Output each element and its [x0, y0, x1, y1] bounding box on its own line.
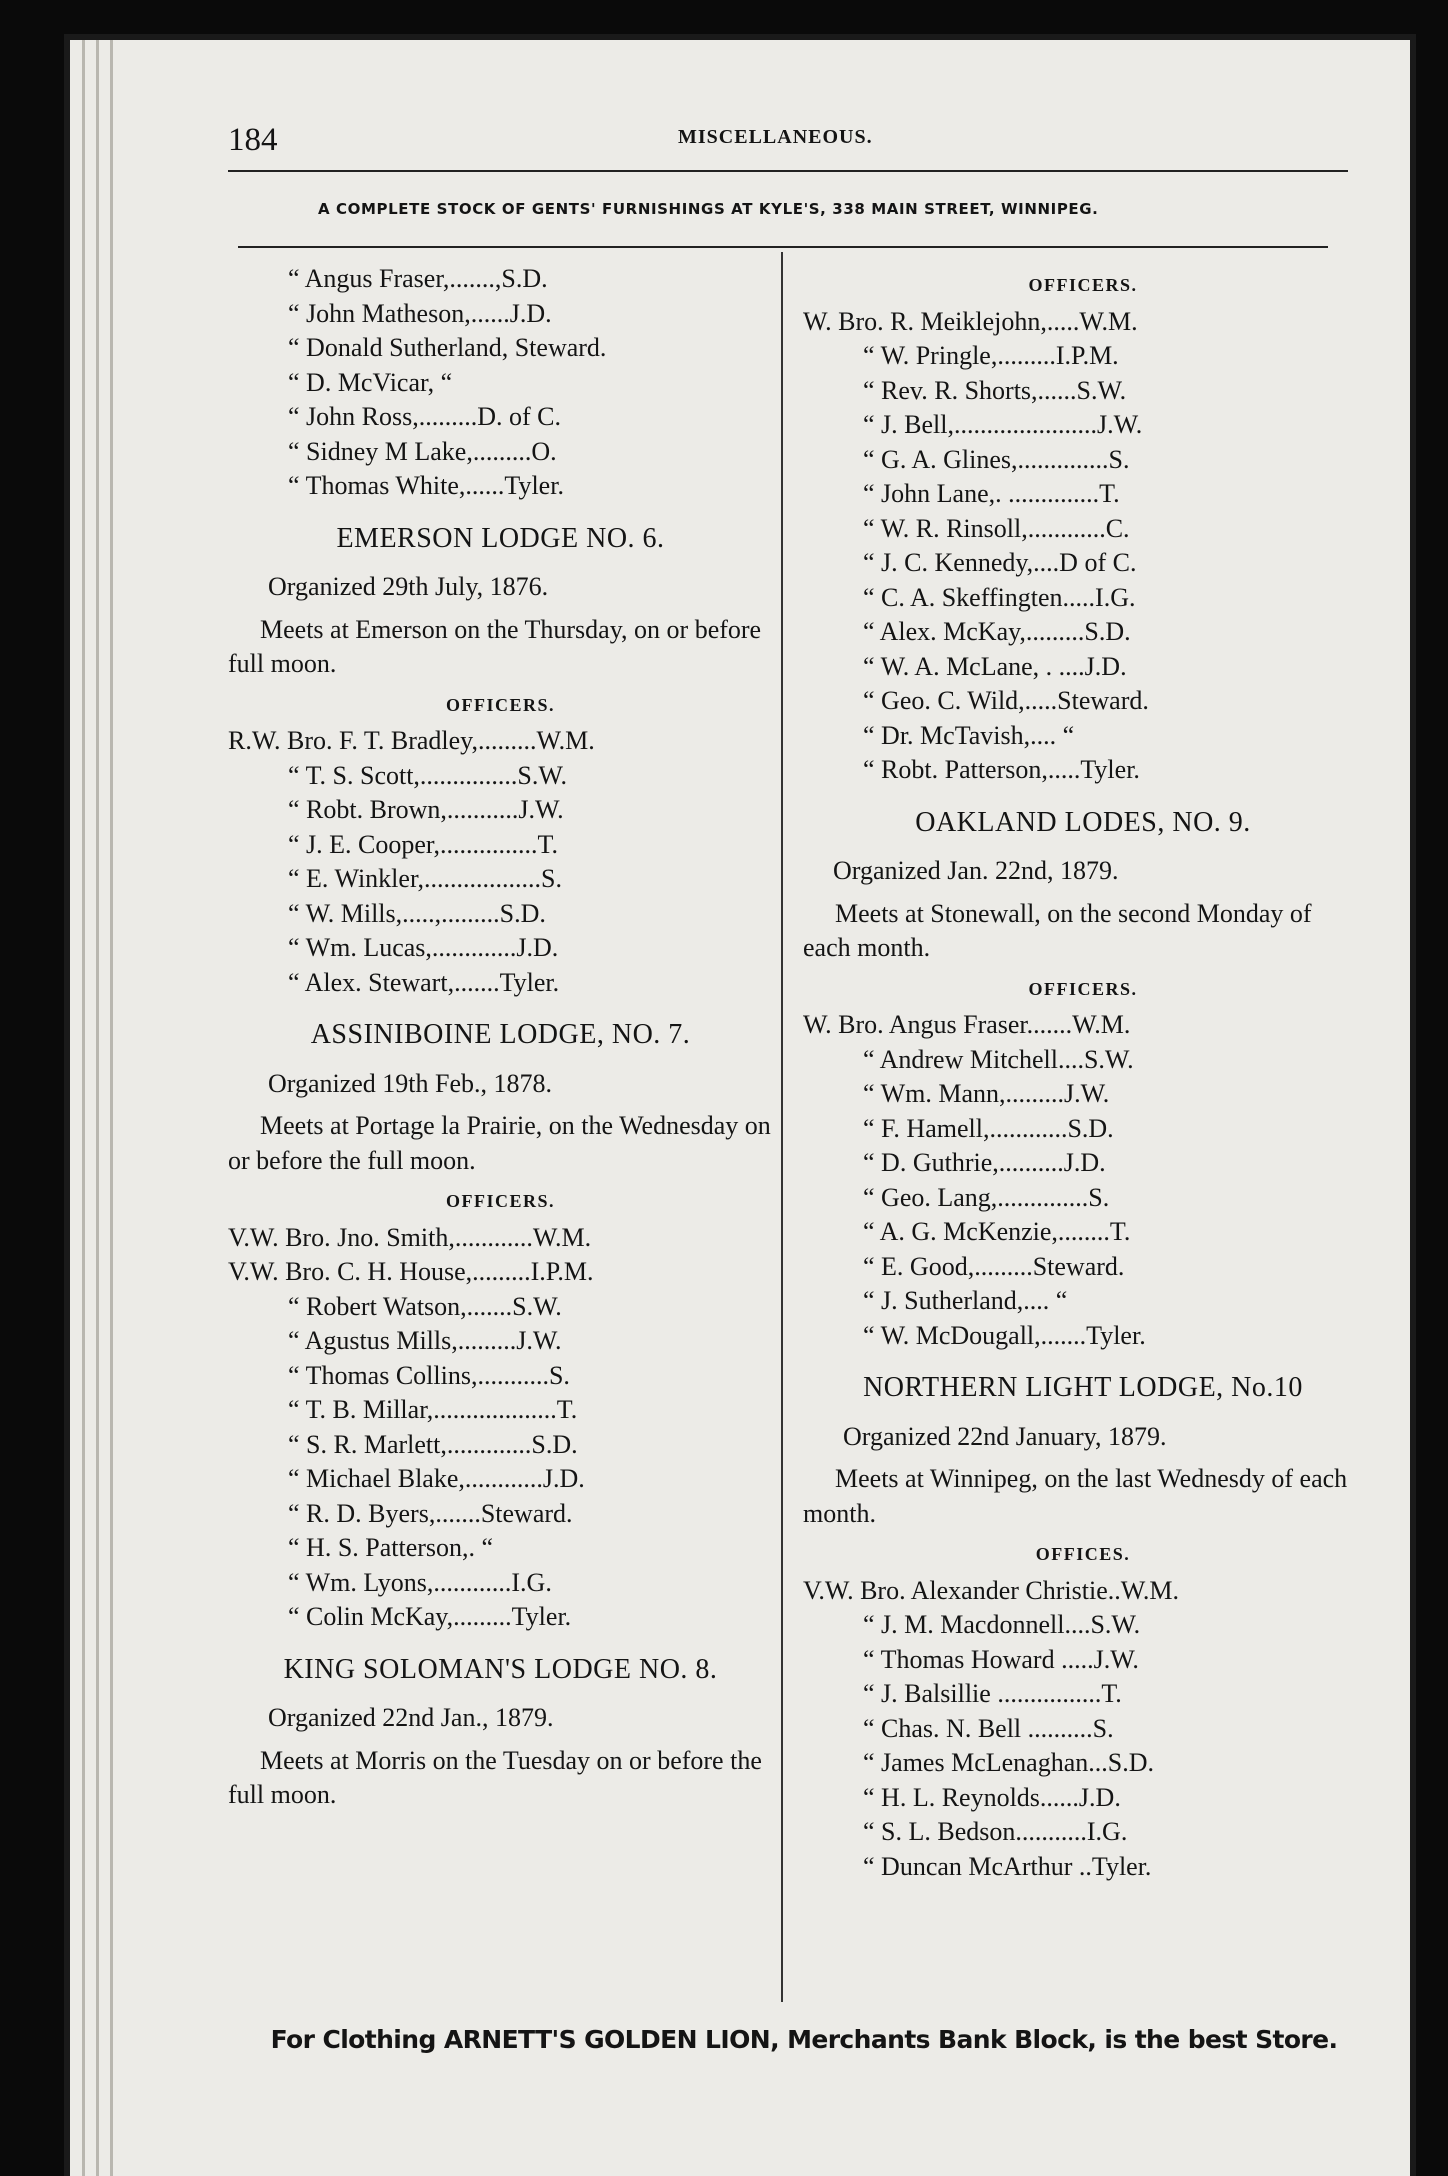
- meeting-info: Meets at Stonewall, on the second Monday of each month.: [803, 898, 1312, 962]
- organized-date: Organized 22nd January, 1879.: [843, 1421, 1167, 1451]
- officer-line: W. Bro. R. Meiklejohn,.....W.M.: [803, 306, 1138, 336]
- officer-line: “ Michael Blake,............J.D.: [288, 1464, 585, 1493]
- page-sheet: [70, 40, 1410, 2176]
- column-divider: [781, 252, 783, 2002]
- officers-heading: OFFICERS.: [1028, 275, 1138, 295]
- officers-heading: OFFICERS.: [1028, 978, 1138, 999]
- officer-line: “ J. M. Macdonnell....S.W.: [863, 1610, 1141, 1639]
- officer-line: “ C. A. Skeffingten.....I.G.: [863, 582, 1136, 612]
- officer-line: “ W. Pringle,.........I.P.M.: [863, 341, 1119, 370]
- officer-line: “ Donald Sutherland, Steward.: [288, 333, 607, 362]
- officer-line: “ Wm. Lucas,.............J.D.: [288, 933, 559, 962]
- officer-line: “ H. L. Reynolds......J.D.: [863, 1782, 1121, 1812]
- officer-line: “ E. Good,.........Steward.: [863, 1251, 1125, 1281]
- officer-line: “ T. S. Scott,...............S.W.: [288, 760, 568, 790]
- meeting-info: Meets at Portage la Prairie, on the Wednesday on or before the full moon.: [228, 1111, 771, 1175]
- officer-line: “ Robt. Brown,...........J.W.: [288, 795, 564, 824]
- officer-line: “ J. C. Kennedy,....D of C.: [863, 548, 1137, 577]
- officer-line: “ J. Bell,......................J.W.: [863, 410, 1143, 439]
- officer-list: [803, 1008, 1363, 1353]
- officer-line: “ G. A. Glines,..............S.: [863, 444, 1130, 474]
- officer-line: “ A. G. McKenzie,........T.: [863, 1217, 1131, 1246]
- officer-line: “ J. E. Cooper,...............T.: [288, 829, 558, 859]
- officer-line: “ John Ross,.........D. of C.: [288, 402, 562, 431]
- officer-line: “ James McLenaghan...S.D.: [863, 1748, 1154, 1777]
- officer-line: “ J. Sutherland,.... “: [863, 1286, 1068, 1315]
- officer-line: W. Bro. Angus Fraser.......W.M.: [803, 1010, 1131, 1039]
- officer-line: “ W. R. Rinsoll,............C.: [863, 513, 1130, 543]
- organized-date: Organized Jan. 22nd, 1879.: [833, 856, 1119, 885]
- organized-date: Organized 29th July, 1876.: [268, 572, 549, 601]
- officer-line: “ R. D. Byers,.......Steward.: [288, 1498, 573, 1528]
- officer-line: “ W. A. McLane, . ....J.D.: [863, 651, 1127, 681]
- header-rule: [228, 170, 1348, 172]
- officer-line: “ Robt. Patterson,.....Tyler.: [863, 755, 1140, 784]
- officer-line: “ Alex. McKay,.........S.D.: [863, 617, 1131, 646]
- officer-line: “ S. L. Bedson...........I.G.: [863, 1817, 1128, 1846]
- officer-list: [803, 1574, 1363, 1885]
- officer-line: “ J. Balsillie ................T.: [863, 1679, 1122, 1708]
- officer-line: “ Angus Fraser,.......,S.D.: [288, 264, 548, 293]
- meeting-info: Meets at Emerson on the Thursday, on or before full moon.: [228, 614, 762, 678]
- officer-line: “ D. Guthrie,..........J.D.: [863, 1148, 1106, 1177]
- officer-line: “ Geo. C. Wild,.....Steward.: [863, 686, 1149, 715]
- officer-line: “ Colin McKay,.........Tyler.: [288, 1602, 572, 1631]
- officer-line: “ Dr. McTavish,.... “: [863, 720, 1075, 750]
- officer-line: “ Rev. R. Shorts,......S.W.: [863, 375, 1127, 405]
- lodge-title-northern-light: NORTHERN LIGHT LODGE, No.10: [863, 1372, 1303, 1403]
- page-edge: [96, 40, 99, 2176]
- officer-list: [228, 724, 773, 1000]
- top-advertisement: A COMPLETE STOCK OF GENTS' FURNISHINGS AT KYLE'S, 338 MAIN STREET, WINNIPEG.: [318, 200, 1099, 218]
- officer-line: “ Wm. Mann,.........J.W.: [863, 1079, 1110, 1108]
- page-number: 184: [228, 122, 278, 158]
- officer-line: “ Sidney M Lake,.........O.: [288, 436, 557, 466]
- officer-line: “ H. S. Patterson,. “: [288, 1533, 494, 1562]
- lodge-title-king-soloman: KING SOLOMAN'S LODGE NO. 8.: [283, 1653, 718, 1685]
- officer-line: V.W. Bro. C. H. House,.........I.P.M.: [228, 1257, 594, 1286]
- officer-line: “ E. Winkler,..................S.: [288, 864, 563, 893]
- officer-line: “ D. McVicar, “: [288, 367, 453, 397]
- lodge-title-assiniboine: ASSINIBOINE LODGE, NO. 7.: [310, 1019, 691, 1050]
- lodge-title-oakland: OAKLAND LODES, NO. 9.: [915, 806, 1251, 838]
- left-column: [228, 262, 773, 1813]
- book-page: [228, 40, 1380, 2176]
- lodge-title-emerson: EMERSON LODGE NO. 6.: [336, 522, 665, 554]
- officer-line: “ W. Mills,.....,.........S.D.: [288, 898, 546, 928]
- officers-heading: OFFICERS.: [445, 1191, 555, 1211]
- officer-line: “ T. B. Millar,...................T.: [288, 1395, 578, 1424]
- organized-date: Organized 19th Feb., 1878.: [268, 1068, 553, 1098]
- running-head: MISCELLANEOUS.: [678, 126, 873, 148]
- officer-line: “ Thomas Howard .....J.W.: [863, 1644, 1139, 1674]
- officer-line: “ Alex. Stewart,.......Tyler.: [288, 967, 560, 997]
- officer-line: “ Thomas White,......Tyler.: [288, 471, 564, 500]
- right-column: [803, 262, 1363, 1884]
- page-edge: [82, 40, 85, 2176]
- officer-line: R.W. Bro. F. T. Bradley,.........W.M.: [228, 726, 595, 755]
- meeting-info: Meets at Morris on the Tuesday on or before the full moon.: [228, 1745, 762, 1809]
- officer-line: V.W. Bro. Jno. Smith,............W.M.: [228, 1222, 592, 1252]
- carry-over-officer-list: [228, 262, 773, 504]
- bottom-advertisement: For Clothing ARNETT'S GOLDEN LION, Merchants Bank Block, is the best Store.: [270, 2025, 1338, 2054]
- officer-line: “ S. R. Marlett,.............S.D.: [288, 1429, 578, 1459]
- officer-list: [228, 1221, 773, 1635]
- ad-rule: [238, 246, 1328, 248]
- officers-heading: OFFICES.: [1035, 1544, 1131, 1564]
- organized-date: Organized 22nd Jan., 1879.: [268, 1703, 554, 1732]
- officer-line: “ Duncan McArthur ..Tyler.: [863, 1851, 1152, 1881]
- officer-line: “ Robert Watson,.......S.W.: [288, 1291, 562, 1321]
- officer-line: “ Geo. Lang,..............S.: [863, 1182, 1110, 1212]
- officers-heading: OFFICERS.: [445, 694, 555, 715]
- officer-line: “ Chas. N. Bell ..........S.: [863, 1713, 1114, 1743]
- officer-line: “ F. Hamell,............S.D.: [863, 1113, 1114, 1143]
- officer-line: “ Thomas Collins,...........S.: [288, 1360, 570, 1390]
- officer-line: “ John Lane,. ..............T.: [863, 479, 1120, 508]
- officer-list: [803, 305, 1363, 788]
- meeting-info: Meets at Winnipeg, on the last Wednesdy of each month.: [803, 1464, 1348, 1528]
- officer-line: “ John Matheson,......J.D.: [288, 298, 552, 328]
- officer-line: “ W. McDougall,.......Tyler.: [863, 1320, 1146, 1350]
- page-edge: [110, 40, 113, 2176]
- officer-line: “ Wm. Lyons,............I.G.: [288, 1567, 552, 1597]
- officer-line: “ Andrew Mitchell....S.W.: [863, 1044, 1134, 1074]
- officer-line: V.W. Bro. Alexander Christie..W.M.: [803, 1575, 1180, 1605]
- officer-line: “ Agustus Mills,.........J.W.: [288, 1326, 562, 1355]
